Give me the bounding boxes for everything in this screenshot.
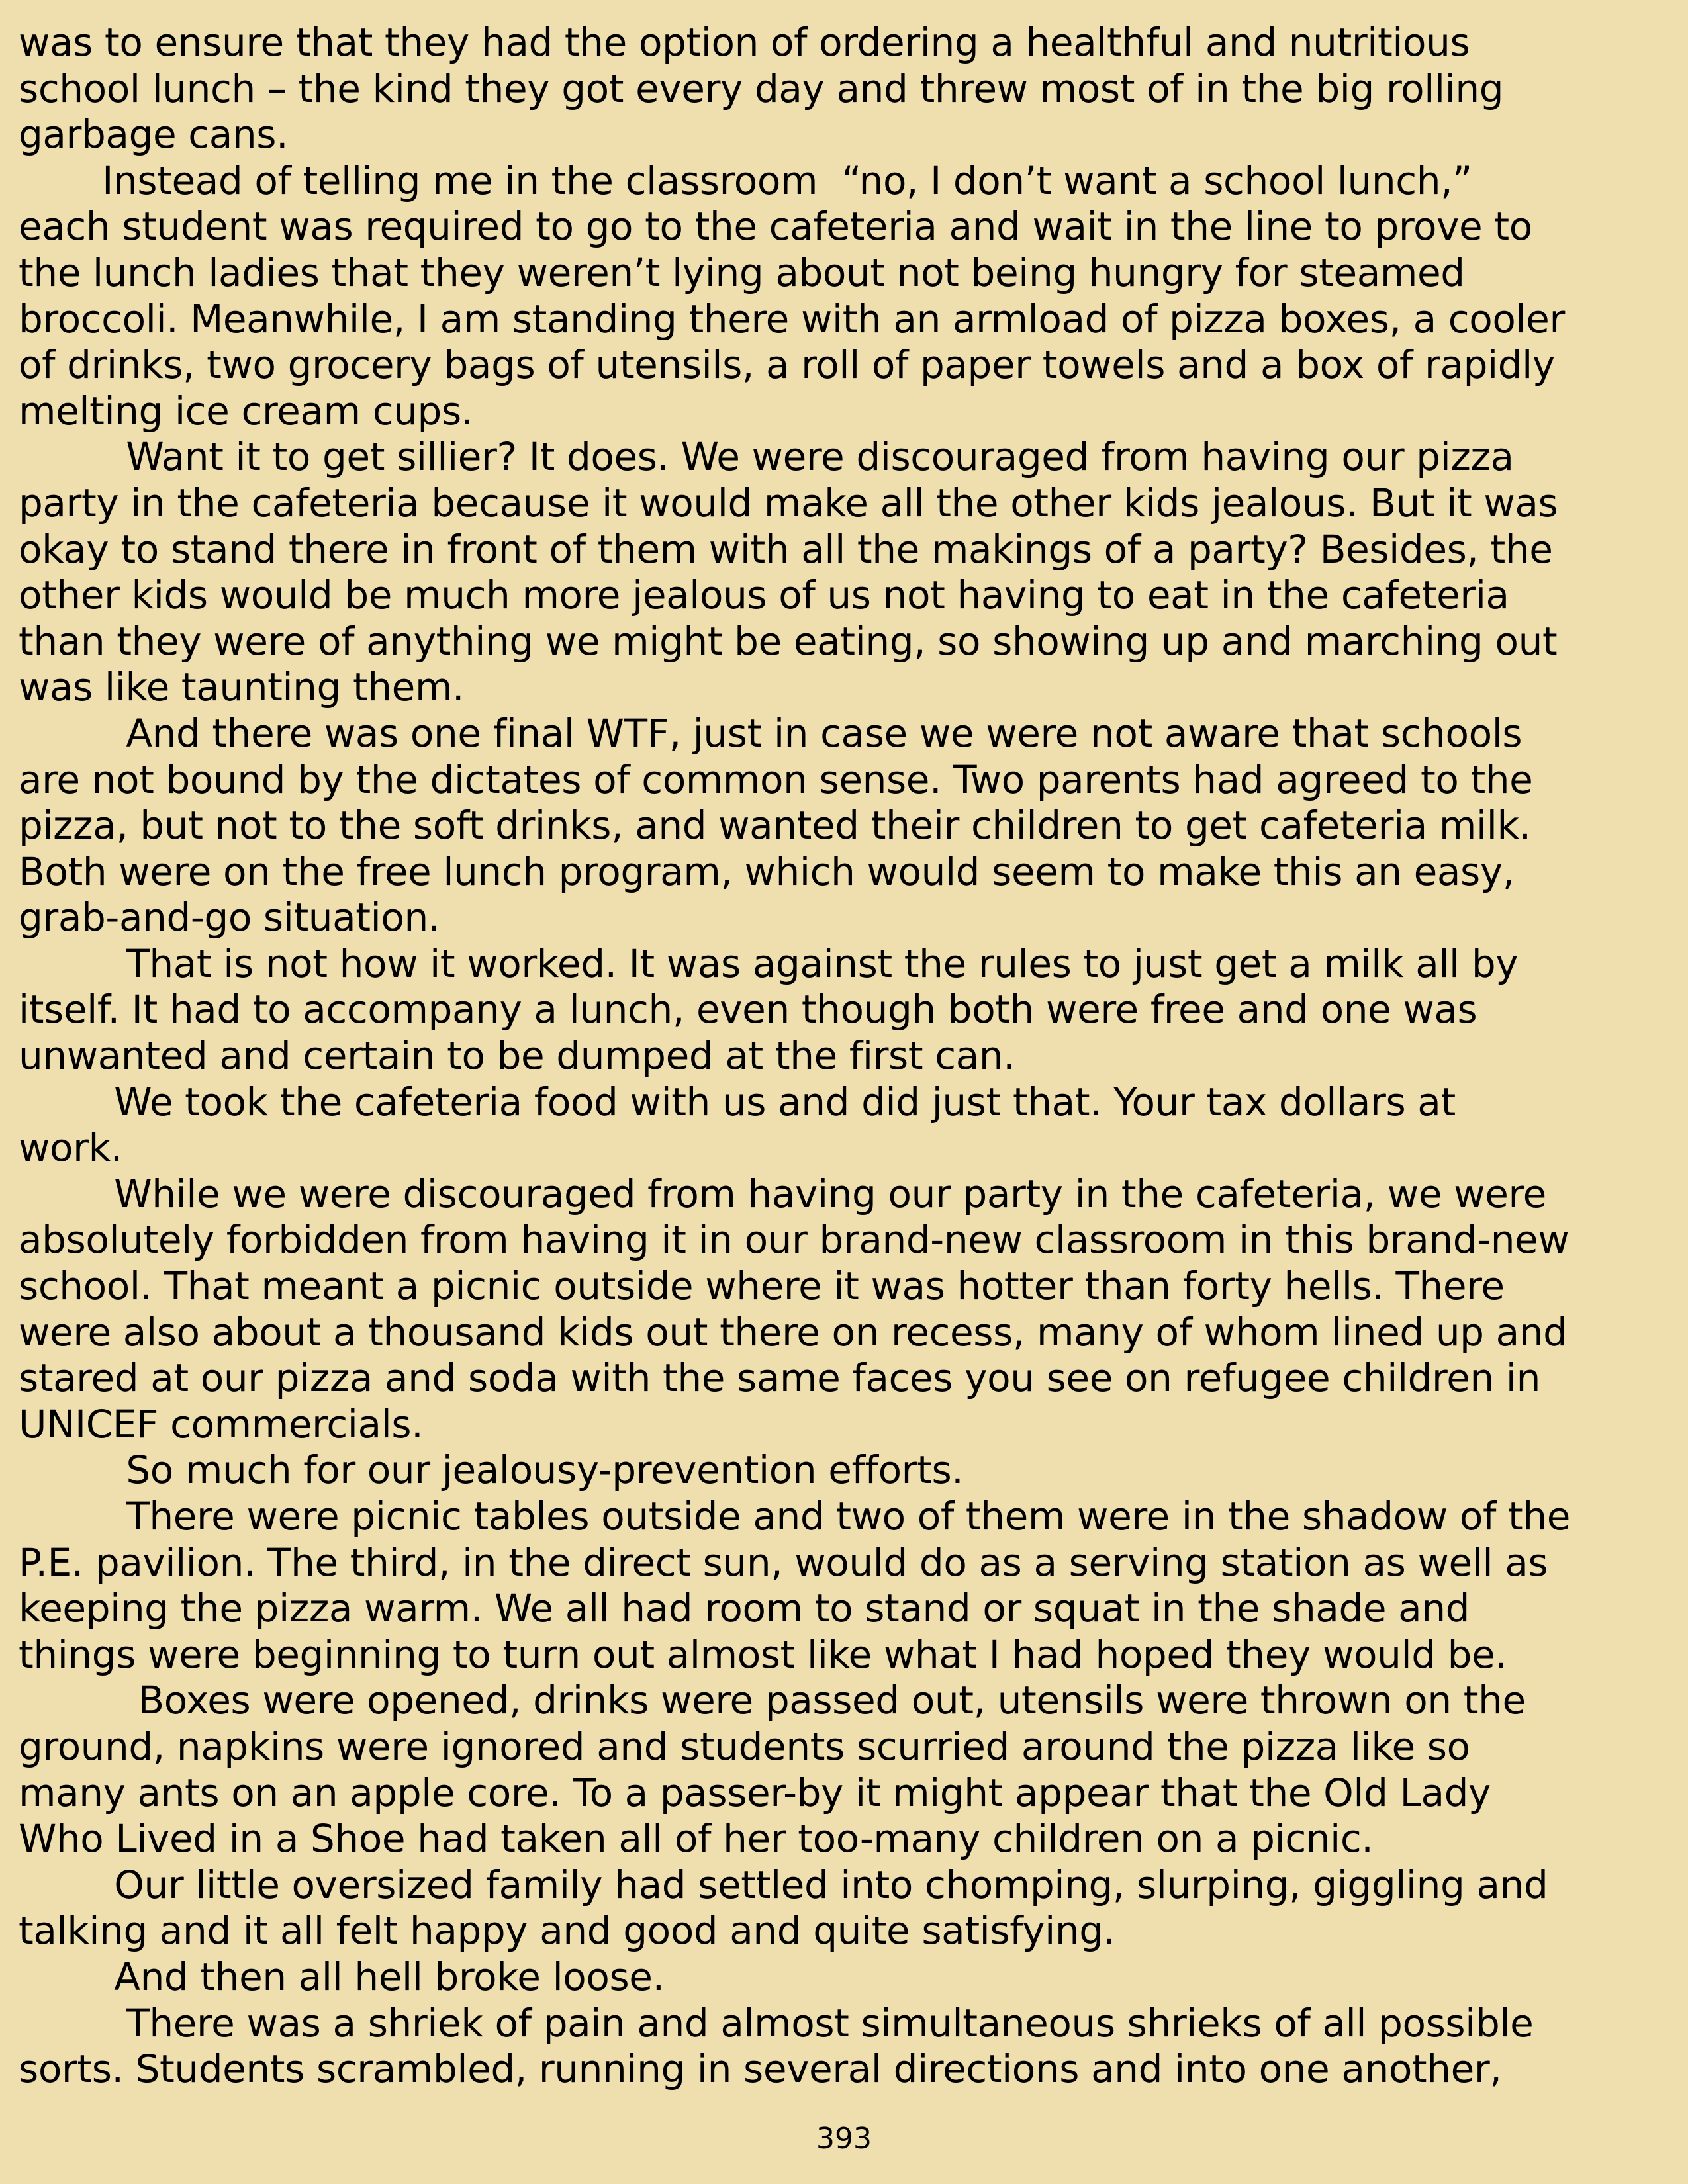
text-line: Both were on the free lunch program, which would seem to make this an easy, — [19, 848, 1515, 894]
text-line: We took the cafeteria food with us and did just that. Your tax dollars at — [19, 1079, 1456, 1124]
text-line: are not bound by the dictates of common sense. Two parents had agreed to the — [19, 756, 1533, 802]
text-line: work. — [19, 1125, 122, 1171]
text-line: than they were of anything we might be eating, so showing up and marching out — [19, 618, 1558, 664]
text-line: While we were discouraged from having our party in the cafeteria, we were — [19, 1171, 1546, 1216]
text-line: broccoli. Meanwhile, I am standing there with an armload of pizza boxes, a cooler — [19, 296, 1565, 341]
text-line: unwanted and certain to be dumped at the first can. — [19, 1033, 1015, 1079]
text-line: many ants on an apple core. To a passer-by it might appear that the Old Lady — [19, 1770, 1491, 1815]
text-line: stared at our pizza and soda with the same faces you see on refugee children in — [19, 1355, 1540, 1401]
text-line: things were beginning to turn out almost like what I had hoped they would be. — [19, 1631, 1507, 1677]
text-line: talking and it all felt happy and good and quite satisfying. — [19, 1908, 1115, 1954]
text-line: okay to stand there in front of them with all the makings of a party? Besides, the — [19, 526, 1553, 572]
text-line: P.E. pavilion. The third, in the direct sun, would do as a serving station as well as — [19, 1539, 1548, 1585]
body-text — [19, 20, 1673, 2093]
text-line: Want it to get sillier? It does. We were discouraged from having our pizza — [19, 434, 1514, 480]
text-line: other kids would be much more jealous of us not having to eat in the cafeteria — [19, 572, 1509, 618]
text-line: ground, napkins were ignored and students scurried around the pizza like so — [19, 1723, 1470, 1769]
text-line: Boxes were opened, drinks were passed out, utensils were thrown on the — [19, 1678, 1526, 1723]
text-line: That is not how it worked. It was against the rules to just get a milk all by — [19, 940, 1519, 986]
text-line: of drinks, two grocery bags of utensils, a roll of paper towels and a box of rapidly — [19, 342, 1555, 388]
text-line: Who Lived in a Shoe had taken all of her too-many children on a picnic. — [19, 1816, 1374, 1862]
text-line: school. That meant a picnic outside where it was hotter than forty hells. There — [19, 1263, 1505, 1309]
text-line: itself. It had to accompany a lunch, even though both were free and one was — [19, 987, 1477, 1032]
text-line: were also about a thousand kids out there on recess, many of whom lined up and — [19, 1309, 1568, 1355]
text-line: Our little oversized family had settled into chomping, slurping, giggling and — [19, 1862, 1548, 1907]
text-line: So much for our jealousy-prevention efforts. — [19, 1447, 964, 1493]
text-line: each student was required to go to the cafeteria and wait in the line to prove to — [19, 204, 1532, 250]
text-line: pizza, but not to the soft drinks, and wanted their children to get cafeteria milk. — [19, 803, 1531, 848]
text-line: school lunch – the kind they got every day and threw most of in the big rolling — [19, 66, 1504, 111]
text-line: There was a shriek of pain and almost simultaneous shrieks of all possible — [19, 2000, 1534, 2046]
text-line: Instead of telling me in the classroom “no, I don’t want a school lunch,” — [19, 158, 1472, 203]
text-line: UNICEF commercials. — [19, 1401, 424, 1447]
text-line: melting ice cream cups. — [19, 388, 473, 433]
text-line: grab-and-go situation. — [19, 895, 440, 940]
text-line: sorts. Students scrambled, running in several directions and into one another, — [19, 2046, 1502, 2092]
text-line: keeping the pizza warm. We all had room to stand or squat in the shade and — [19, 1586, 1470, 1631]
text-line: absolutely forbidden from having it in our brand-new classroom in this brand-new — [19, 1217, 1570, 1263]
page-number: 393 — [816, 2122, 872, 2156]
text-line: was to ensure that they had the option of ordering a healthful and nutritious — [19, 20, 1470, 65]
text-line: garbage cans. — [19, 112, 289, 158]
text-line: party in the cafeteria because it would make all the other kids jealous. But it was — [19, 480, 1558, 525]
text-line: There were picnic tables outside and two of them were in the shadow of the — [19, 1494, 1571, 1539]
text-line: And then all hell broke loose. — [19, 1954, 665, 1999]
text-line: And there was one final WTF, just in case we were not aware that schools — [19, 710, 1523, 756]
text-line: the lunch ladies that they weren’t lying about not being hungry for steamed — [19, 250, 1465, 295]
text-line: was like taunting them. — [19, 664, 465, 710]
